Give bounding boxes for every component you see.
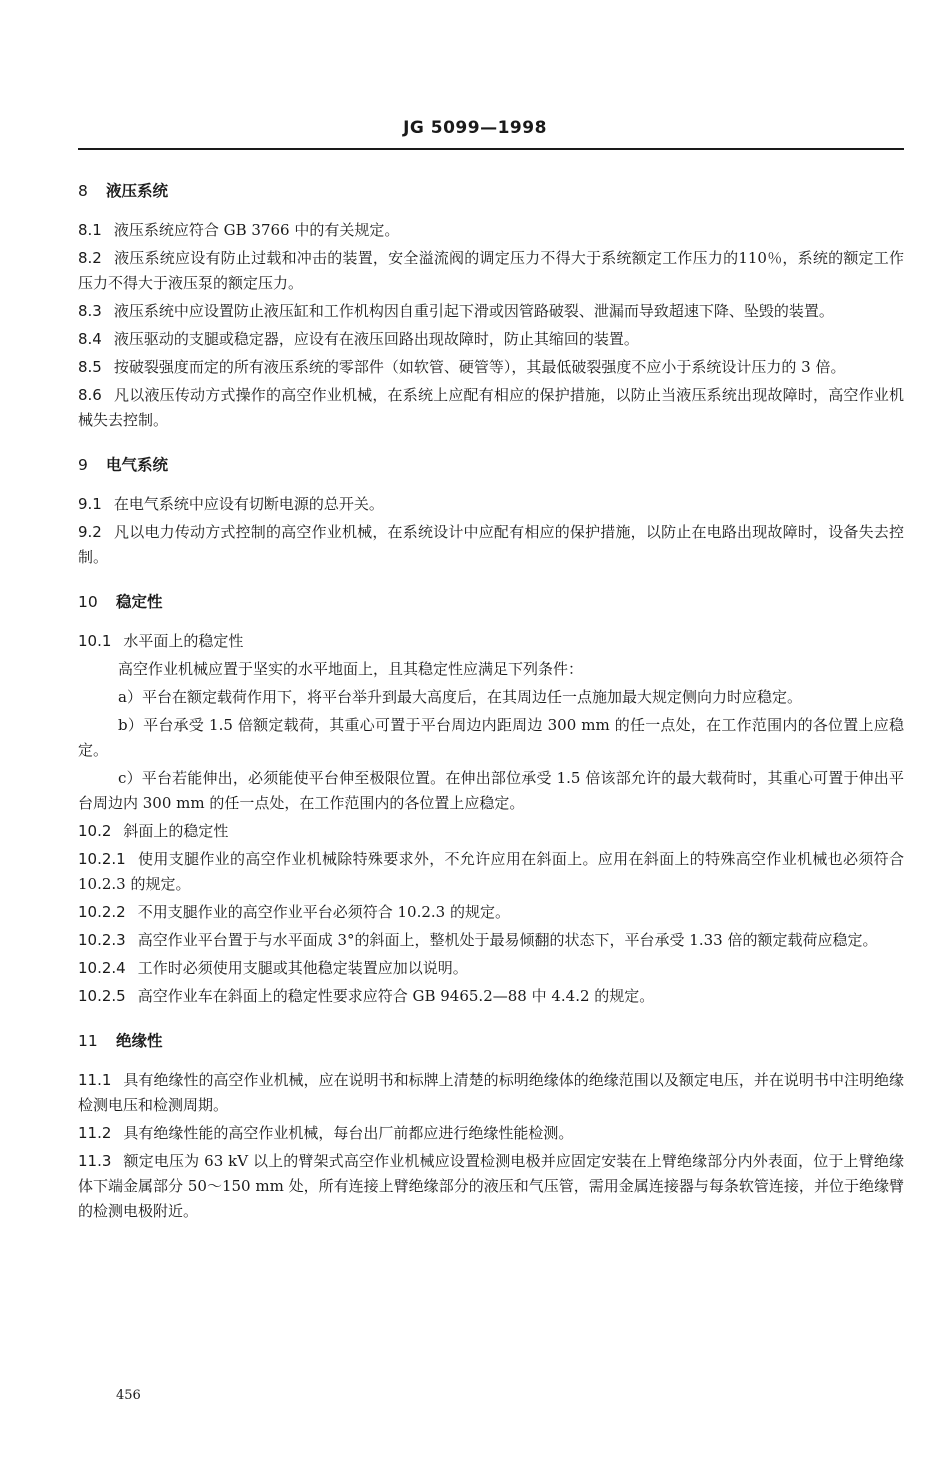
spacer bbox=[78, 573, 904, 587]
clause-11-1 bbox=[78, 1068, 904, 1118]
clause-number: 11.3 bbox=[78, 1152, 112, 1170]
clause-number: 10.2.2 bbox=[78, 903, 126, 921]
subsection-10-1 bbox=[78, 629, 904, 654]
section-heading-11 bbox=[78, 1026, 904, 1056]
subsection-title: 水平面上的稳定性 bbox=[123, 632, 244, 650]
clause-text: 凡以液压传动方式操作的高空作业机械，在系统上应配有相应的保护措施，以防止当液压系统出现故障时，高空作业机械失去控制。 bbox=[78, 386, 904, 429]
clause-text: 具有绝缘性能的高空作业机械，每台出厂前都应进行绝缘性能检测。 bbox=[123, 1124, 574, 1142]
clause-text: 额定电压为 63 kV 以上的臂架式高空作业机械应设置检测电极并应固定安装在上臂绝缘部分内外表面，位于上臂绝缘体下端金属部分 50～150 mm 处，所有连接上臂绝缘部分的液压和气压管，需用金属连接器与每条软管连接，并位于绝缘臂的检测电极附近。 bbox=[78, 1152, 904, 1220]
clause-8-4 bbox=[78, 327, 904, 352]
clause-text: 液压驱动的支腿或稳定器，应设有在液压回路出现故障时，防止其缩回的装置。 bbox=[113, 330, 639, 348]
clause-number: 10.2 bbox=[78, 822, 112, 840]
clause-text: 按破裂强度而定的所有液压系统的零部件（如软管、硬管等），其最低破裂强度不应小于系统设计压力的 3 倍。 bbox=[113, 358, 846, 376]
clause-text: 工作时必须使用支腿或其他稳定装置应加以说明。 bbox=[137, 959, 468, 977]
section-number: 11 bbox=[78, 1032, 98, 1050]
clause-number: 10.1 bbox=[78, 632, 112, 650]
clause-text: 使用支腿作业的高空作业机械除特殊要求外，不允许应用在斜面上。应用在斜面上的特殊高空作业机械也必须符合 10.2.3 的规定。 bbox=[78, 850, 904, 893]
clause-number: 8.1 bbox=[78, 221, 102, 239]
clause-10-2-3 bbox=[78, 928, 904, 953]
clause-8-3 bbox=[78, 299, 904, 324]
clause-11-2 bbox=[78, 1121, 904, 1146]
section-title: 电气系统 bbox=[106, 456, 169, 474]
section-heading-9 bbox=[78, 450, 904, 480]
clause-number: 8.3 bbox=[78, 302, 102, 320]
clause-text: 凡以电力传动方式控制的高空作业机械，在系统设计中应配有相应的保护措施，以防止在电路出现故障时，设备失去控制。 bbox=[78, 523, 904, 566]
header-rule bbox=[78, 148, 904, 150]
clause-9-2 bbox=[78, 520, 904, 570]
clause-10-1-a: a）平台在额定载荷作用下，将平台举升到最大高度后，在其周边任一点施加最大规定侧向力时应稳定。 bbox=[118, 688, 802, 706]
clause-8-5 bbox=[78, 355, 904, 380]
subsection-title: 斜面上的稳定性 bbox=[123, 822, 229, 840]
clause-text: 液压系统应设有防止过载和冲击的装置，安全溢流阀的调定压力不得大于系统额定工作压力的110％，系统的额定工作压力不得大于液压泵的额定压力。 bbox=[78, 249, 904, 292]
clause-10-2-2 bbox=[78, 900, 904, 925]
clause-8-6 bbox=[78, 383, 904, 433]
clause-text: 液压系统应符合 GB 3766 中的有关规定。 bbox=[113, 221, 400, 239]
clause-number: 10.2.3 bbox=[78, 931, 126, 949]
section-title: 液压系统 bbox=[106, 182, 169, 200]
clause-10-2-1 bbox=[78, 847, 904, 897]
clause-11-3 bbox=[78, 1149, 904, 1224]
spacer bbox=[78, 436, 904, 450]
clause-number: 10.2.5 bbox=[78, 987, 126, 1005]
clause-number: 8.4 bbox=[78, 330, 102, 348]
spacer bbox=[78, 1012, 904, 1026]
clause-text: 具有绝缘性的高空作业机械，应在说明书和标牌上清楚的标明绝缘体的绝缘范围以及额定电压，并在说明书中注明绝缘检测电压和检测周期。 bbox=[78, 1071, 904, 1114]
section-number: 10 bbox=[78, 593, 98, 611]
clause-text: 高空作业平台置于与水平面成 3°的斜面上，整机处于最易倾翻的状态下，平台承受 1.33 倍的额定载荷应稳定。 bbox=[137, 931, 878, 949]
clause-number: 11.1 bbox=[78, 1071, 112, 1089]
clause-10-2-5 bbox=[78, 984, 904, 1009]
clause-number: 8.6 bbox=[78, 386, 102, 404]
section-heading-10 bbox=[78, 587, 904, 617]
section-number: 8 bbox=[78, 182, 88, 200]
clause-number: 8.2 bbox=[78, 249, 102, 267]
clause-8-1 bbox=[78, 218, 904, 243]
clause-9-1 bbox=[78, 492, 904, 517]
clause-10-2-4 bbox=[78, 956, 904, 981]
clause-number: 10.2.4 bbox=[78, 959, 126, 977]
clause-10-1-c: c）平台若能伸出，必须能使平台伸至极限位置。在伸出部位承受 1.5 倍该部允许的最大载荷时，其重心可置于伸出平台周边内 300 mm 的任一点处，在工作范围内的各位置上应稳定。 bbox=[78, 769, 904, 812]
page-number: 456 bbox=[116, 1388, 141, 1403]
subsection-10-2 bbox=[78, 819, 904, 844]
clause-8-2 bbox=[78, 246, 904, 296]
section-number: 9 bbox=[78, 456, 88, 474]
clause-10-1-b: b）平台承受 1.5 倍额定载荷，其重心可置于平台周边内距周边 300 mm 的任一点处，在工作范围内的各位置上应稳定。 bbox=[78, 716, 904, 759]
section-title: 绝缘性 bbox=[116, 1032, 163, 1050]
clause-text: 高空作业车在斜面上的稳定性要求应符合 GB 9465.2—88 中 4.4.2 的规定。 bbox=[137, 987, 655, 1005]
clause-10-1-intro: 高空作业机械应置于坚实的水平地面上，且其稳定性应满足下列条件： bbox=[118, 660, 584, 678]
page-header-standard: JG 5099—1998 bbox=[403, 118, 547, 138]
clause-number: 9.2 bbox=[78, 523, 102, 541]
page-content bbox=[78, 176, 904, 1227]
clause-text: 不用支腿作业的高空作业平台必须符合 10.2.3 的规定。 bbox=[137, 903, 510, 921]
clause-number: 8.5 bbox=[78, 358, 102, 376]
section-title: 稳定性 bbox=[116, 593, 163, 611]
clause-text: 在电气系统中应设有切断电源的总开关。 bbox=[113, 495, 384, 513]
clause-number: 9.1 bbox=[78, 495, 102, 513]
section-heading-8 bbox=[78, 176, 904, 206]
clause-number: 10.2.1 bbox=[78, 850, 126, 868]
clause-text: 液压系统中应设置防止液压缸和工作机构因自重引起下滑或因管路破裂、泄漏而导致超速下降、坠毁的装置。 bbox=[113, 302, 834, 320]
clause-number: 11.2 bbox=[78, 1124, 112, 1142]
